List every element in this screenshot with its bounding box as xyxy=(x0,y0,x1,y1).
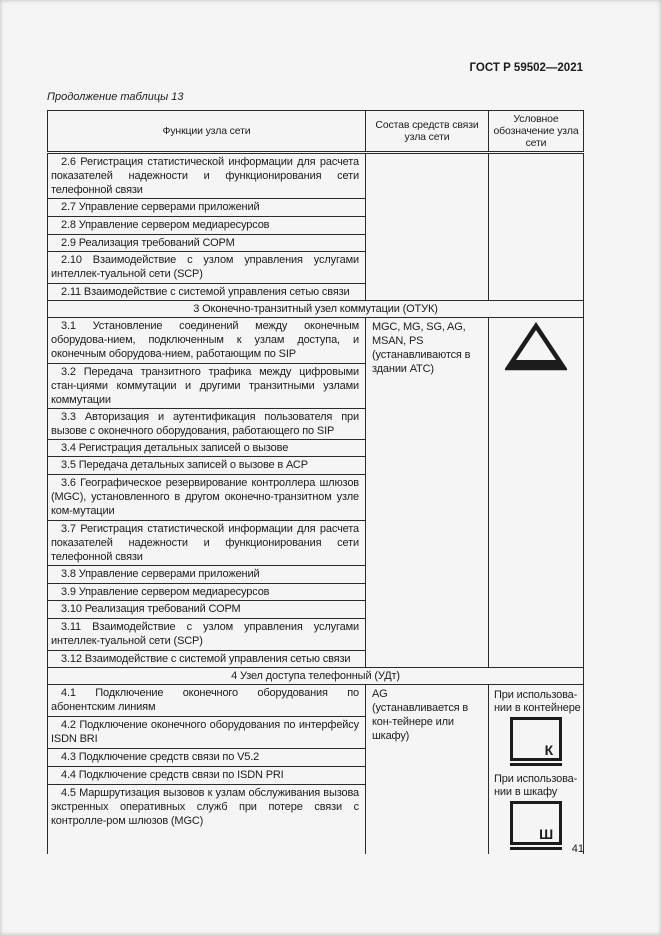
function-cell-3-1: 3.1 Установление соединений между оконечным оборудова-нием, подключенным к узлам доступа, и оконечным оборудова-нием, работающим по SIP xyxy=(48,318,366,364)
section2-composition-cell xyxy=(366,153,489,301)
composition-note: (устанавливаются в здании АТС) xyxy=(372,349,471,375)
function-cell-2-9: 2.9 Реализация требований СОРМ xyxy=(48,235,366,252)
function-cell-4-5: 4.5 Маршрутизация вызовов к узлам обслуживания вызова экстренных оперативных служб при потере связи с контролле-ром шлюзов (MGC) xyxy=(48,785,366,854)
section4-title-row xyxy=(48,668,584,685)
symbol-caption-cabinet: При использова-нии в шкафу xyxy=(494,773,578,798)
section3-composition-cell xyxy=(366,318,489,668)
col-header-composition: Состав средств связи узла сети xyxy=(366,111,489,153)
col-header-symbol: Условное обозначение узла сети xyxy=(489,111,584,153)
function-cell-2-8: 2.8 Управление сервером медиаресурсов xyxy=(48,217,366,235)
function-cell-3-11: 3.11 Взаимодействие с узлом управления услугами интеллек-туальной сети (SCP) xyxy=(48,619,366,651)
triangle-node-icon xyxy=(505,322,567,372)
section4-title: 4 Узел доступа телефонный (УДт) xyxy=(48,668,584,685)
cabinet-node-icon xyxy=(510,801,562,845)
section3-title: 3 Оконечно-транзитный узел коммутации (ОТУК) xyxy=(48,301,584,318)
section4-composition-cell xyxy=(366,685,489,855)
function-cell-3-5: 3.5 Передача детальных записей о вызове в АСР xyxy=(48,457,366,475)
function-cell-4-3: 4.3 Подключение средств связи по V5.2 xyxy=(48,749,366,767)
composition-note: (устанавливается в кон-тейнере или шкафу) xyxy=(372,702,469,742)
function-cell-3-12: 3.12 Взаимодействие с системой управления сетью связи xyxy=(48,651,366,668)
function-cell-3-6: 3.6 Географическое резервирование контроллера шлюзов (MGC), установленного в другом оконечно-транзитном узле ком-мутации xyxy=(48,475,366,521)
composition-text: AG xyxy=(372,688,388,700)
symbol-caption-container: При использова-нии в контейнере xyxy=(494,689,581,714)
function-cell-3-4: 3.4 Регистрация детальных записей о вызове xyxy=(48,440,366,457)
function-cell-3-8: 3.8 Управление серверами приложений xyxy=(48,566,366,584)
page-number: 41 xyxy=(571,843,584,855)
table-header-row xyxy=(48,111,584,153)
section2-symbol-cell xyxy=(489,153,584,301)
function-cell-3-3: 3.3 Авторизация и аутентификация пользователя при вызове с оконечного оборудования, работающего по SIP xyxy=(48,409,366,440)
function-cell-4-2: 4.2 Подключение оконечного оборудования по интерфейсу ISDN BRI xyxy=(48,717,366,749)
table-row xyxy=(48,685,584,717)
function-cell-2-11: 2.11 Взаимодействие с системой управления сетью связи xyxy=(48,284,366,301)
table-row xyxy=(48,318,584,364)
function-cell-2-10: 2.10 Взаимодействие с узлом управления услугами интеллек-туальной сети (SCP) xyxy=(48,252,366,284)
table-row xyxy=(48,153,584,199)
col-header-functions: Функции узла сети xyxy=(48,111,366,153)
function-cell-3-10: 3.10 Реализация требований СОРМ xyxy=(48,601,366,619)
composition-text: MGC, MG, SG, AG, MSAN, PS xyxy=(372,321,466,347)
icon-letter: Ш xyxy=(539,826,553,842)
container-node-icon xyxy=(510,717,562,761)
table-caption: Продолжение таблицы 13 xyxy=(47,91,184,103)
table-13-continuation xyxy=(47,110,584,854)
function-cell-4-4: 4.4 Подключение средств связи по ISDN PRI xyxy=(48,767,366,785)
function-cell-4-1: 4.1 Подключение оконечного оборудования по абонентским линиям xyxy=(48,685,366,717)
function-cell-2-7: 2.7 Управление серверами приложений xyxy=(48,199,366,217)
icon-letter: К xyxy=(544,742,553,758)
function-cell-3-9: 3.9 Управление сервером медиаресурсов xyxy=(48,584,366,601)
doc-code: ГОСТ Р 59502—2021 xyxy=(469,62,583,74)
section3-symbol-cell xyxy=(489,318,584,668)
function-cell-3-2: 3.2 Передача транзитного трафика между цифровыми стан-циями коммутации и другими транзитными узлами коммутации xyxy=(48,364,366,409)
function-cell-2-6: 2.6 Регистрация статистической информации для расчета показателей надежности и функционирования сети телефонной связи xyxy=(48,153,366,199)
section3-title-row xyxy=(48,301,584,318)
function-cell-3-7: 3.7 Регистрация статистической информации для расчета показателей надежности и функционирования сети телефонной связи xyxy=(48,521,366,566)
section4-symbol-cell xyxy=(489,685,584,855)
